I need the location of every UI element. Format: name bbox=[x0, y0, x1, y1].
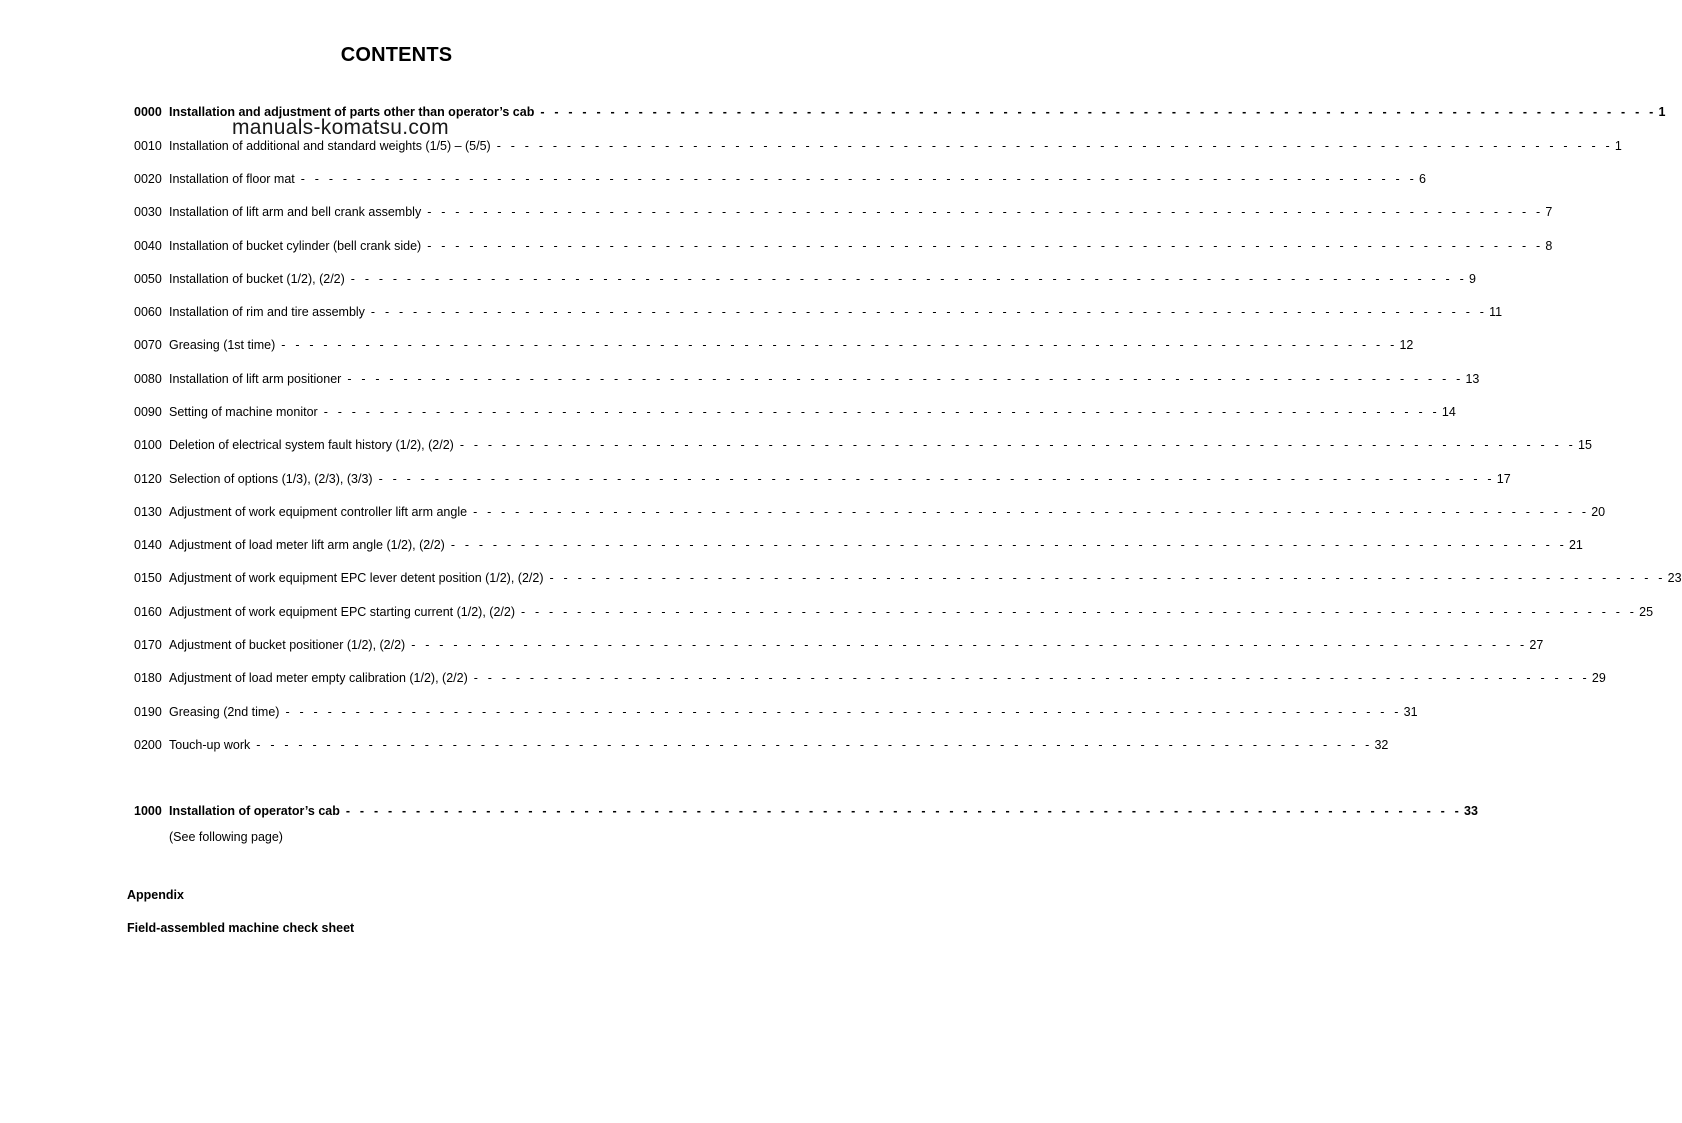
toc-leader: - - - - - - - - - - - - - - - - - - - - - - - - - - - - - - - - - - - - - - - - - - - - - - - - - - - - - - - - - - - - - - - - - - - - - - - - - - - - - - - - bbox=[345, 804, 1463, 818]
toc-entry-0150[interactable] bbox=[134, 569, 1682, 587]
toc-entry-0040[interactable] bbox=[134, 237, 1553, 255]
toc-entry-0160[interactable] bbox=[134, 603, 1654, 621]
toc-page: 29 bbox=[1591, 671, 1606, 685]
toc-leader: - - - - - - - - - - - - - - - - - - - - - - - - - - - - - - - - - - - - - - - - - - - - - - - - - - - - - - - - - - - - - - - - - - - - - - - - - - - - - - - - bbox=[378, 472, 1495, 486]
toc-entry-0180[interactable] bbox=[134, 669, 1606, 687]
toc-entry-1000[interactable] bbox=[134, 802, 1478, 820]
toc-title: Installation of floor mat bbox=[169, 172, 295, 186]
toc-leader: - - - - - - - - - - - - - - - - - - - - - - - - - - - - - - - - - - - - - - - - - - - - - - - - - - - - - - - - - - - - - - - - - - - - - - - - - - - - - - - - bbox=[459, 438, 1576, 452]
toc-code: 1000 bbox=[134, 804, 162, 818]
toc-title: Adjustment of load meter empty calibration (1/2), (2/2) bbox=[169, 671, 468, 685]
toc-title: Adjustment of work equipment EPC lever detent position (1/2), (2/2) bbox=[169, 571, 544, 585]
toc-page: 31 bbox=[1403, 705, 1418, 719]
toc-title: Deletion of electrical system fault history (1/2), (2/2) bbox=[169, 438, 454, 452]
toc-page: 6 bbox=[1418, 172, 1426, 186]
toc-leader: - - - - - - - - - - - - - - - - - - - - - - - - - - - - - - - - - - - - - - - - - - - - - - - - - - - - - - - - - - - - - - - - - - - - - - - - - - - - - - - - bbox=[370, 305, 1488, 319]
toc-page: 12 bbox=[1399, 338, 1414, 352]
toc-leader: - - - - - - - - - - - - - - - - - - - - - - - - - - - - - - - - - - - - - - - - - - - - - - - - - - - - - - - - - - - - - - - - - - - - - - - - - - - - - - - - bbox=[281, 338, 1398, 352]
toc-title: Installation of lift arm and bell crank assembly bbox=[169, 205, 422, 219]
toc-title: Selection of options (1/3), (2/3), (3/3) bbox=[169, 472, 373, 486]
toc-code: 0020 bbox=[134, 172, 162, 186]
toc-page: 21 bbox=[1568, 538, 1583, 552]
toc-title: Adjustment of work equipment controller lift arm angle bbox=[169, 505, 468, 519]
toc-entry-0130[interactable] bbox=[134, 503, 1606, 521]
toc-leader: - - - - - - - - - - - - - - - - - - - - - - - - - - - - - - - - - - - - - - - - - - - - - - - - - - - - - - - - - - - - - - - - - - - - - - - - - - - - - - - - bbox=[323, 405, 1440, 419]
toc-title: Installation of rim and tire assembly bbox=[169, 305, 365, 319]
see-following-note: (See following page) bbox=[169, 830, 283, 844]
watermark: manuals-komatsu.com bbox=[232, 116, 449, 139]
toc-code: 0120 bbox=[134, 472, 162, 486]
toc-page: 1 bbox=[1658, 105, 1666, 119]
toc-title: Greasing (2nd time) bbox=[169, 705, 280, 719]
toc-entry-0010[interactable] bbox=[134, 137, 1622, 155]
toc-code: 0200 bbox=[134, 738, 162, 752]
toc-leader: - - - - - - - - - - - - - - - - - - - - - - - - - - - - - - - - - - - - - - - - - - - - - - - - - - - - - - - - - - - - - - - - - - - - - - - - - - - - - - - - bbox=[427, 239, 1544, 253]
toc-title: Adjustment of load meter lift arm angle (1/2), (2/2) bbox=[169, 538, 445, 552]
toc-entry-0020[interactable] bbox=[134, 170, 1426, 188]
toc-title: Installation of additional and standard weights (1/5) – (5/5) bbox=[169, 139, 491, 153]
toc-code: 0040 bbox=[134, 239, 162, 253]
toc-entry-0120[interactable] bbox=[134, 470, 1511, 488]
toc-title: Installation and adjustment of parts other than operator’s cab bbox=[169, 105, 535, 119]
toc-page: 1 bbox=[1614, 139, 1622, 153]
toc-code: 0030 bbox=[134, 205, 162, 219]
toc-leader: - - - - - - - - - - - - - - - - - - - - - - - - - - - - - - - - - - - - - - - - - - - - - - - - - - - - - - - - - - - - - - - - - - - - - - - - - - - - - - - - bbox=[496, 139, 1613, 153]
toc-code: 0190 bbox=[134, 705, 162, 719]
toc-code: 0170 bbox=[134, 638, 162, 652]
check-sheet-heading: Field-assembled machine check sheet bbox=[127, 921, 355, 935]
toc-code: 0070 bbox=[134, 338, 162, 352]
toc-code: 0000 bbox=[134, 105, 162, 119]
toc-code: 0130 bbox=[134, 505, 162, 519]
toc-entry-0090[interactable] bbox=[134, 403, 1456, 421]
toc-leader: - - - - - - - - - - - - - - - - - - - - - - - - - - - - - - - - - - - - - - - - - - - - - - - - - - - - - - - - - - - - - - - - - - - - - - - - - - - - - - - - bbox=[347, 372, 1464, 386]
toc-page: 13 bbox=[1465, 372, 1480, 386]
toc-entry-0000[interactable] bbox=[134, 103, 1666, 121]
toc-title: Installation of lift arm positioner bbox=[169, 372, 342, 386]
toc-page: 17 bbox=[1496, 472, 1511, 486]
toc-code: 0100 bbox=[134, 438, 162, 452]
appendix-heading: Appendix bbox=[127, 888, 184, 902]
toc-entry-0030[interactable] bbox=[134, 203, 1553, 221]
toc-page: 27 bbox=[1529, 638, 1544, 652]
toc-entry-0200[interactable] bbox=[134, 736, 1389, 754]
toc-entry-0140[interactable] bbox=[134, 536, 1583, 554]
page-title: CONTENTS bbox=[340, 44, 453, 66]
toc-entry-0170[interactable] bbox=[134, 636, 1544, 654]
toc-leader: - - - - - - - - - - - - - - - - - - - - - - - - - - - - - - - - - - - - - - - - - - - - - - - - - - - - - - - - - - - - - - - - - - - - - - - - - - - - - - - - bbox=[549, 571, 1666, 585]
toc-page: 25 bbox=[1639, 605, 1654, 619]
toc-page: 33 bbox=[1464, 804, 1478, 818]
toc-page: 9 bbox=[1468, 272, 1476, 286]
toc-page: 14 bbox=[1441, 405, 1456, 419]
toc-entry-0190[interactable] bbox=[134, 703, 1418, 721]
toc-title: Adjustment of work equipment EPC starting current (1/2), (2/2) bbox=[169, 605, 515, 619]
toc-title: Greasing (1st time) bbox=[169, 338, 276, 352]
toc-title: Setting of machine monitor bbox=[169, 405, 318, 419]
toc-code: 0010 bbox=[134, 139, 162, 153]
toc-title: Touch-up work bbox=[169, 738, 251, 752]
toc-code: 0060 bbox=[134, 305, 162, 319]
toc-code: 0090 bbox=[134, 405, 162, 419]
toc-page: 7 bbox=[1545, 205, 1553, 219]
toc-code: 0150 bbox=[134, 571, 162, 585]
toc-leader: - - - - - - - - - - - - - - - - - - - - - - - - - - - - - - - - - - - - - - - - - - - - - - - - - - - - - - - - - - - - - - - - - - - - - - - - - - - - - - - - bbox=[427, 205, 1544, 219]
toc-code: 0180 bbox=[134, 671, 162, 685]
toc-code: 0140 bbox=[134, 538, 162, 552]
toc-page: 32 bbox=[1374, 738, 1389, 752]
toc-leader: - - - - - - - - - - - - - - - - - - - - - - - - - - - - - - - - - - - - - - - - - - - - - - - - - - - - - - - - - - - - - - - - - - - - - - - - - - - - - - - - bbox=[473, 671, 1590, 685]
toc-leader: - - - - - - - - - - - - - - - - - - - - - - - - - - - - - - - - - - - - - - - - - - - - - - - - - - - - - - - - - - - - - - - - - - - - - - - - - - - - - - - - bbox=[411, 638, 1528, 652]
toc-leader: - - - - - - - - - - - - - - - - - - - - - - - - - - - - - - - - - - - - - - - - - - - - - - - - - - - - - - - - - - - - - - - - - - - - - - - - - - - - - - - - bbox=[450, 538, 1567, 552]
toc-entry-0080[interactable] bbox=[134, 370, 1480, 388]
toc-page: 8 bbox=[1545, 239, 1553, 253]
toc-leader: - - - - - - - - - - - - - - - - - - - - - - - - - - - - - - - - - - - - - - - - - - - - - - - - - - - - - - - - - - - - - - - - - - - - - - - - - - - - - - - - bbox=[256, 738, 1373, 752]
toc-code: 0160 bbox=[134, 605, 162, 619]
toc-title: Adjustment of bucket positioner (1/2), (2/2) bbox=[169, 638, 406, 652]
toc-code: 0080 bbox=[134, 372, 162, 386]
toc-title: Installation of bucket cylinder (bell crank side) bbox=[169, 239, 422, 253]
toc-page: 20 bbox=[1591, 505, 1606, 519]
toc-leader: - - - - - - - - - - - - - - - - - - - - - - - - - - - - - - - - - - - - - - - - - - - - - - - - - - - - - - - - - - - - - - - - - - - - - - - - - - - - - - - - bbox=[300, 172, 1417, 186]
toc-code: 0050 bbox=[134, 272, 162, 286]
toc-leader: - - - - - - - - - - - - - - - - - - - - - - - - - - - - - - - - - - - - - - - - - - - - - - - - - - - - - - - - - - - - - - - - - - - - - - - - - - - - - - - - bbox=[540, 105, 1657, 119]
toc-leader: - - - - - - - - - - - - - - - - - - - - - - - - - - - - - - - - - - - - - - - - - - - - - - - - - - - - - - - - - - - - - - - - - - - - - - - - - - - - - - - - bbox=[350, 272, 1467, 286]
toc-entry-0050[interactable] bbox=[134, 270, 1476, 288]
toc-leader: - - - - - - - - - - - - - - - - - - - - - - - - - - - - - - - - - - - - - - - - - - - - - - - - - - - - - - - - - - - - - - - - - - - - - - - - - - - - - - - - bbox=[285, 705, 1402, 719]
toc-page: 11 bbox=[1489, 305, 1503, 319]
toc-page: 23 bbox=[1667, 571, 1682, 585]
toc-leader: - - - - - - - - - - - - - - - - - - - - - - - - - - - - - - - - - - - - - - - - - - - - - - - - - - - - - - - - - - - - - - - - - - - - - - - - - - - - - - - - bbox=[473, 505, 1590, 519]
toc-entry-0070[interactable] bbox=[134, 336, 1414, 354]
toc-entry-0100[interactable] bbox=[134, 436, 1592, 454]
toc-title: Installation of operator’s cab bbox=[169, 804, 340, 818]
toc-title: Installation of bucket (1/2), (2/2) bbox=[169, 272, 345, 286]
toc-page: 15 bbox=[1578, 438, 1592, 452]
toc-entry-0060[interactable] bbox=[134, 303, 1503, 321]
toc-leader: - - - - - - - - - - - - - - - - - - - - - - - - - - - - - - - - - - - - - - - - - - - - - - - - - - - - - - - - - - - - - - - - - - - - - - - - - - - - - - - - bbox=[520, 605, 1638, 619]
